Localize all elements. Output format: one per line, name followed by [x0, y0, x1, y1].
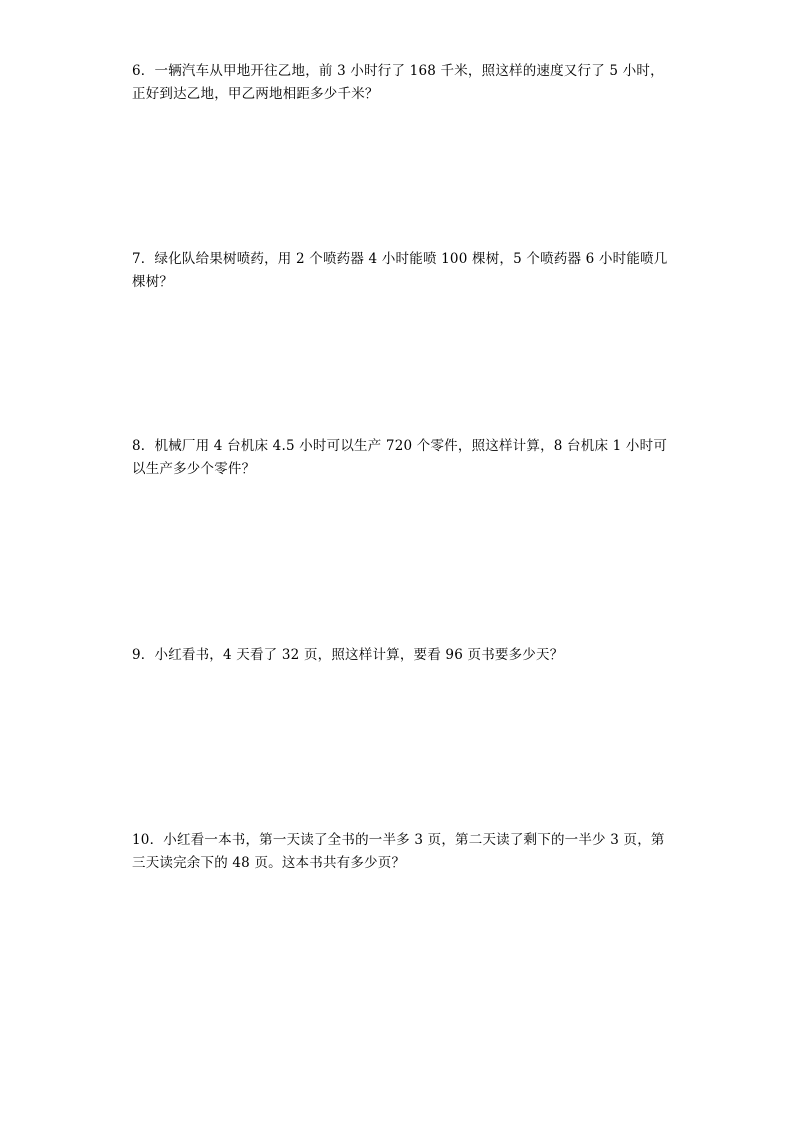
question-9-number: 9． [132, 647, 155, 663]
question-7 [132, 248, 667, 294]
question-10-line-2: 三天读完余下的 48 页。这本书共有多少页？ [132, 855, 406, 871]
question-8-line-1 [132, 435, 667, 458]
question-9-line-1 [132, 644, 667, 667]
question-7-text-1: 绿化队给果树喷药，用 2 个喷药器 4 小时能喷 100 棵树，5 个喷药器 6 小时能喷几 [154, 251, 668, 267]
question-10-line-1 [132, 829, 667, 852]
question-10-number: 10． [132, 832, 164, 848]
question-7-line-2: 棵树？ [132, 274, 174, 290]
question-6-line-1 [132, 60, 667, 83]
question-10-text-1: 小红看一本书，第一天读了全书的一半多 3 页，第二天读了剩下的一半少 3 页，第 [163, 832, 665, 848]
question-7-line-1 [132, 248, 667, 271]
question-6-text-1: 一辆汽车从甲地开往乙地，前 3 小时行了 168 千米，照这样的速度又行了 5 小时， [154, 63, 664, 79]
question-8-text-1: 机械厂用 4 台机床 4.5 小时可以生产 720 个零件，照这样计算，8 台机床 1 小时可 [154, 438, 668, 454]
question-8-number: 8． [132, 438, 155, 454]
question-10 [132, 829, 667, 875]
question-9 [132, 644, 667, 667]
question-6-number: 6． [132, 63, 155, 79]
question-8 [132, 435, 667, 481]
question-9-text-1: 小红看书，4 天看了 32 页，照这样计算，要看 96 页书要多少天？ [154, 647, 564, 663]
question-6 [132, 60, 667, 106]
question-6-line-2: 正好到达乙地，甲乙两地相距多少千米？ [132, 86, 379, 102]
question-7-number: 7． [132, 251, 155, 267]
question-8-line-2: 以生产多少个零件？ [132, 461, 256, 477]
